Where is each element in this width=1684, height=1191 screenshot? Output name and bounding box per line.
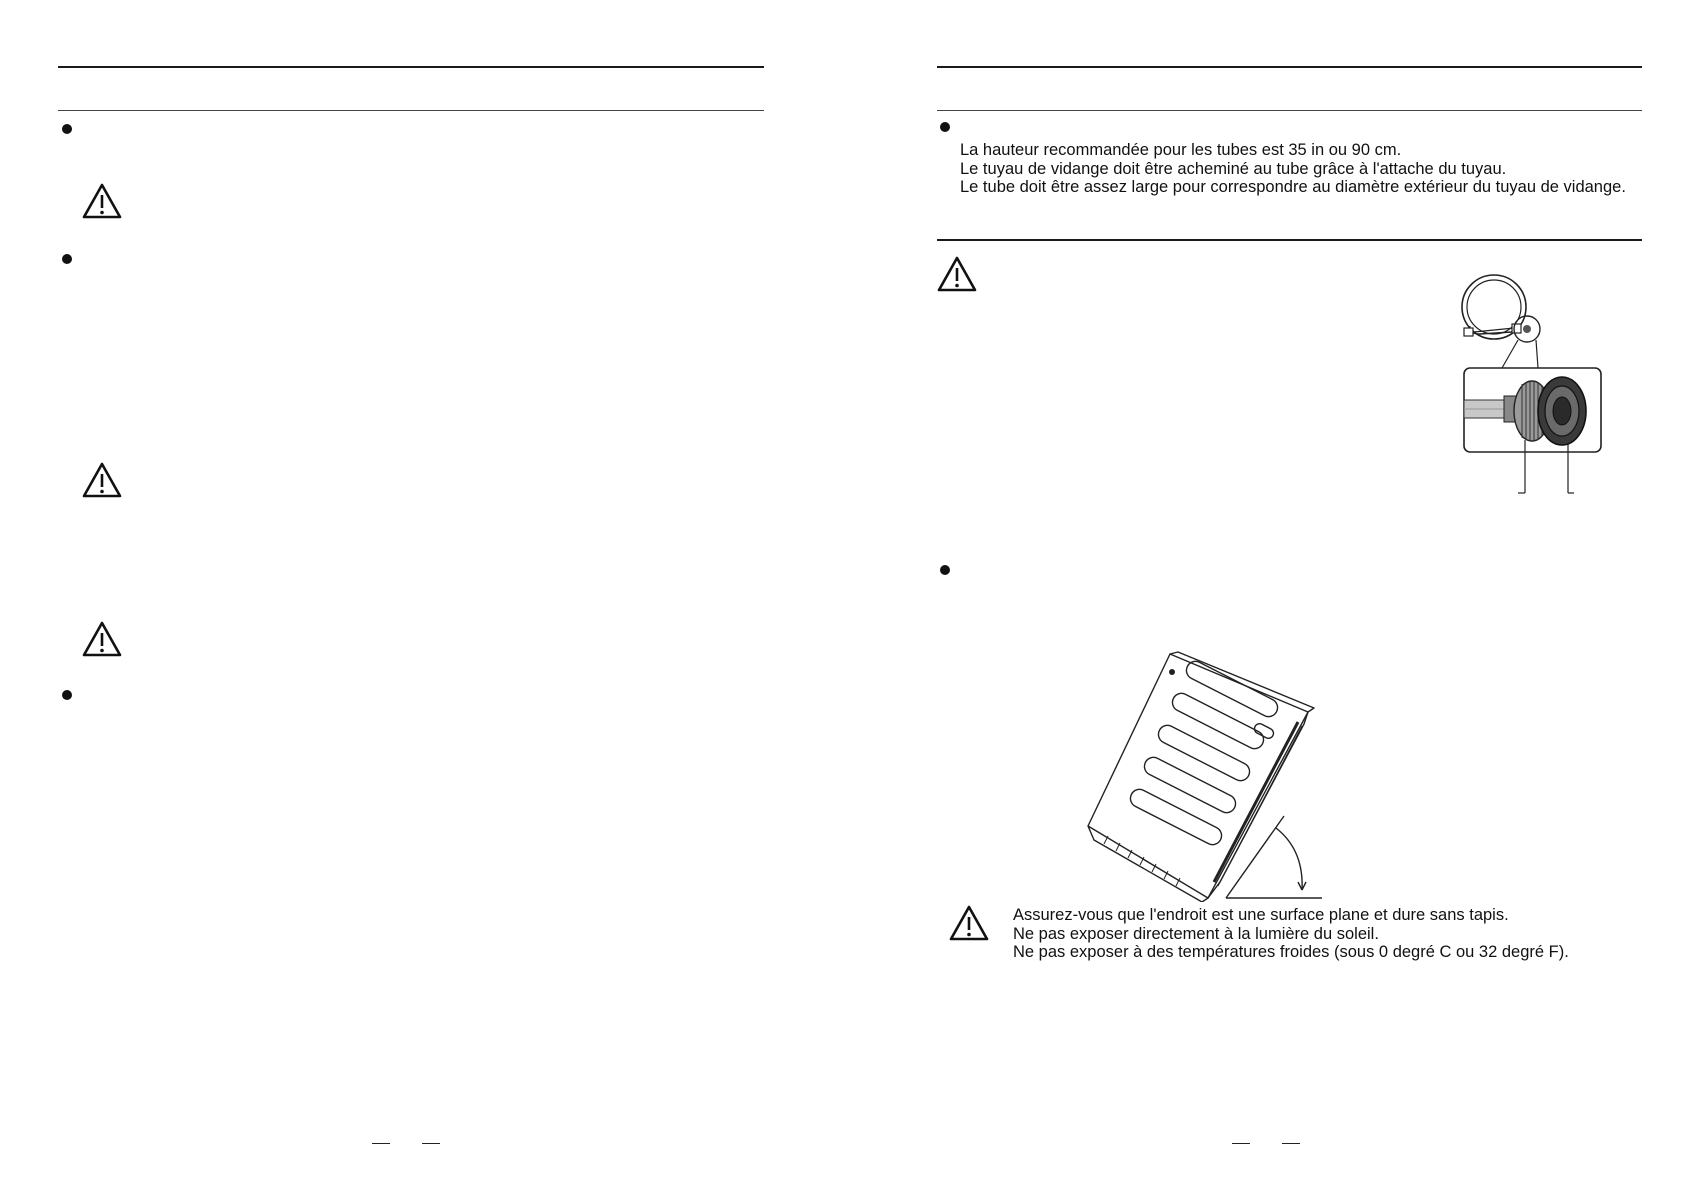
bullet-dot-icon bbox=[62, 254, 72, 264]
warning-triangle-icon bbox=[948, 904, 990, 942]
drain-note-line: La hauteur recommandée pour les tubes est 35 in ou 90 cm. bbox=[960, 141, 1402, 159]
warning-triangle-icon bbox=[81, 461, 123, 499]
warning-triangle-icon bbox=[81, 620, 123, 658]
bullet-dot-icon bbox=[940, 122, 950, 132]
drain-height-notes bbox=[960, 141, 1626, 197]
left-subheader-rule bbox=[58, 110, 764, 111]
hose-connector-illustration bbox=[1450, 264, 1620, 504]
right-page-number-mark bbox=[1282, 1143, 1300, 1144]
location-note-line: Assurez-vous que l'endroit est une surface plane et dure sans tapis. bbox=[1013, 906, 1509, 924]
drain-note-line: Le tuyau de vidange doit être acheminé au tube grâce à l'attache du tuyau. bbox=[960, 159, 1507, 178]
location-note-line: Ne pas exposer à des températures froides (sous 0 degré C ou 32 degré F). bbox=[1013, 943, 1569, 961]
bullet-dot-icon bbox=[62, 124, 72, 134]
bullet-dot-icon bbox=[940, 565, 950, 575]
right-header-rule bbox=[937, 66, 1642, 68]
left-page-number-mark bbox=[422, 1143, 440, 1144]
warning-triangle-icon bbox=[936, 255, 978, 293]
left-header-rule bbox=[58, 66, 764, 68]
bullet-dot-icon bbox=[62, 690, 72, 700]
location-notes bbox=[1013, 906, 1569, 962]
right-subheader-rule bbox=[937, 110, 1642, 111]
location-note-line: Ne pas exposer directement à la lumière du soleil. bbox=[1013, 924, 1379, 943]
right-section-rule bbox=[937, 239, 1642, 241]
drain-note-line: Le tube doit être assez large pour correspondre au diamètre extérieur du tuyau de vidange. bbox=[960, 178, 1626, 196]
tilted-washer-illustration bbox=[1078, 650, 1328, 902]
right-page-number-mark bbox=[1232, 1143, 1250, 1144]
left-page-number-mark bbox=[372, 1143, 390, 1144]
warning-triangle-icon bbox=[81, 182, 123, 220]
